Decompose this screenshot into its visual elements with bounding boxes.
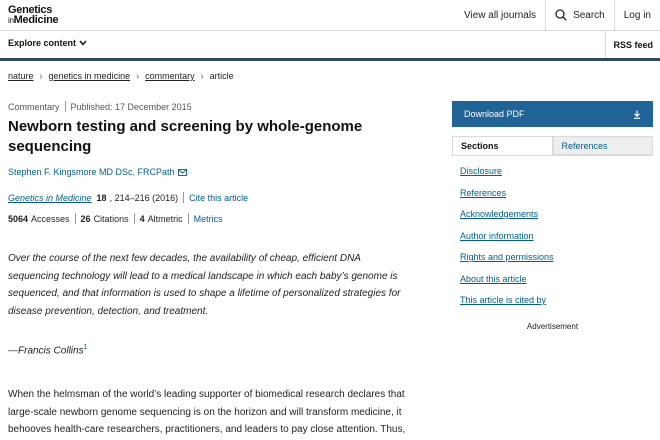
top-nav (455, 0, 660, 30)
chevron-down-icon (79, 40, 87, 46)
rss-feed-link[interactable] (605, 31, 660, 58)
view-all-journals-link[interactable] (455, 0, 545, 30)
author-link[interactable]: Stephen F. Kingsmore MD DSc, FRCPath (8, 167, 175, 177)
chevron-right-icon: › (39, 71, 43, 81)
journal-link[interactable]: Genetics in Medicine (8, 192, 92, 203)
altmetric-count: 4 (139, 213, 145, 224)
search-icon (555, 9, 567, 21)
tab-references[interactable] (553, 136, 654, 155)
rss-feed-label: RSS feed (613, 39, 653, 50)
accesses-label: Accesses (31, 213, 70, 224)
article-title: Newborn testing and screening by whole-genome sequencing (8, 118, 363, 155)
cite-this-article-link[interactable]: Cite this article (189, 192, 249, 203)
citations-label: Citations (93, 213, 129, 224)
explore-content-menu[interactable] (8, 38, 87, 48)
secondary-nav (0, 31, 660, 61)
breadcrumb-nature[interactable]: nature (8, 71, 34, 81)
chevron-right-icon: › (200, 71, 204, 81)
article-metrics (8, 213, 223, 224)
view-all-journals-label: View all journals (463, 9, 537, 21)
log-in-label: Log in (623, 9, 651, 21)
tab-references-label: References (561, 140, 608, 151)
section-link-rights-and-permissions[interactable]: Rights and permissions (460, 252, 554, 262)
journal-logo[interactable] (8, 5, 58, 26)
article-meta (8, 101, 192, 112)
pages-year: , 214–216 (2016) (109, 192, 179, 203)
logo-line-2-small: in (8, 16, 14, 25)
logo-line-2: Medicine (13, 14, 59, 26)
article-type: Commentary (8, 101, 60, 112)
section-link-cited-by[interactable]: This article is cited by (460, 295, 547, 305)
breadcrumb (8, 71, 234, 81)
search-label: Search (573, 9, 605, 21)
reference-link[interactable]: 1 (83, 344, 88, 351)
log-in-link[interactable] (615, 0, 660, 30)
advertisement-label: Advertisement (526, 322, 579, 331)
search-button[interactable] (546, 0, 614, 30)
citation-line (8, 192, 248, 203)
download-icon (633, 110, 641, 119)
accesses-count: 5064 (8, 213, 29, 224)
top-header (0, 0, 660, 31)
sidebar-tabs (452, 136, 653, 155)
altmetric-label: Altmetric (147, 213, 183, 224)
metrics-link[interactable]: Metrics (193, 213, 223, 224)
download-pdf-button[interactable] (452, 101, 653, 127)
tab-sections[interactable] (452, 136, 553, 155)
article-body: When the helmsman of the world’s leading supporter of biomedical research declares that large-scale newborn genome sequencing is on the horizon and will transform medicine, it behooves health-care researchers, practitioners, and leaders to pay close attention. Thus, (8, 389, 406, 435)
email-icon[interactable] (178, 169, 187, 176)
author-line (8, 167, 187, 177)
explore-content-label: Explore content (8, 38, 77, 48)
download-pdf-label: Download PDF (464, 109, 525, 119)
published-date: Published: 17 December 2015 (70, 101, 192, 112)
section-link-references[interactable]: References (460, 187, 507, 198)
tab-sections-label: Sections (461, 141, 499, 151)
breadcrumb-article: article (209, 71, 234, 81)
abstract-quote: Over the course of the next few decades, the availability of cheap, efficient DNA sequencing technology will lead to a medical landscape in which each baby’s genome is sequenced, and that information is used to shape a lifetime of personalized strategies for disease prevention, detection, and treatment. (8, 253, 401, 317)
breadcrumb-commentary[interactable]: commentary (145, 71, 195, 81)
breadcrumb-genetics-in-medicine[interactable]: genetics in medicine (48, 71, 131, 81)
volume: 18 (96, 192, 107, 203)
section-link-about-this-article[interactable]: About this article (460, 273, 527, 284)
section-link-disclosure[interactable]: Disclosure (460, 166, 503, 176)
sections-list (452, 155, 653, 315)
logo-line-1: Genetics (8, 4, 53, 16)
section-link-author-information[interactable]: Author information (460, 230, 534, 241)
citations-count: 26 (80, 213, 91, 224)
chevron-right-icon: › (136, 71, 140, 81)
quote-attribution (8, 344, 87, 356)
section-link-acknowledgements[interactable]: Acknowledgements (460, 209, 539, 219)
quote-author: —Francis Collins (8, 345, 84, 357)
